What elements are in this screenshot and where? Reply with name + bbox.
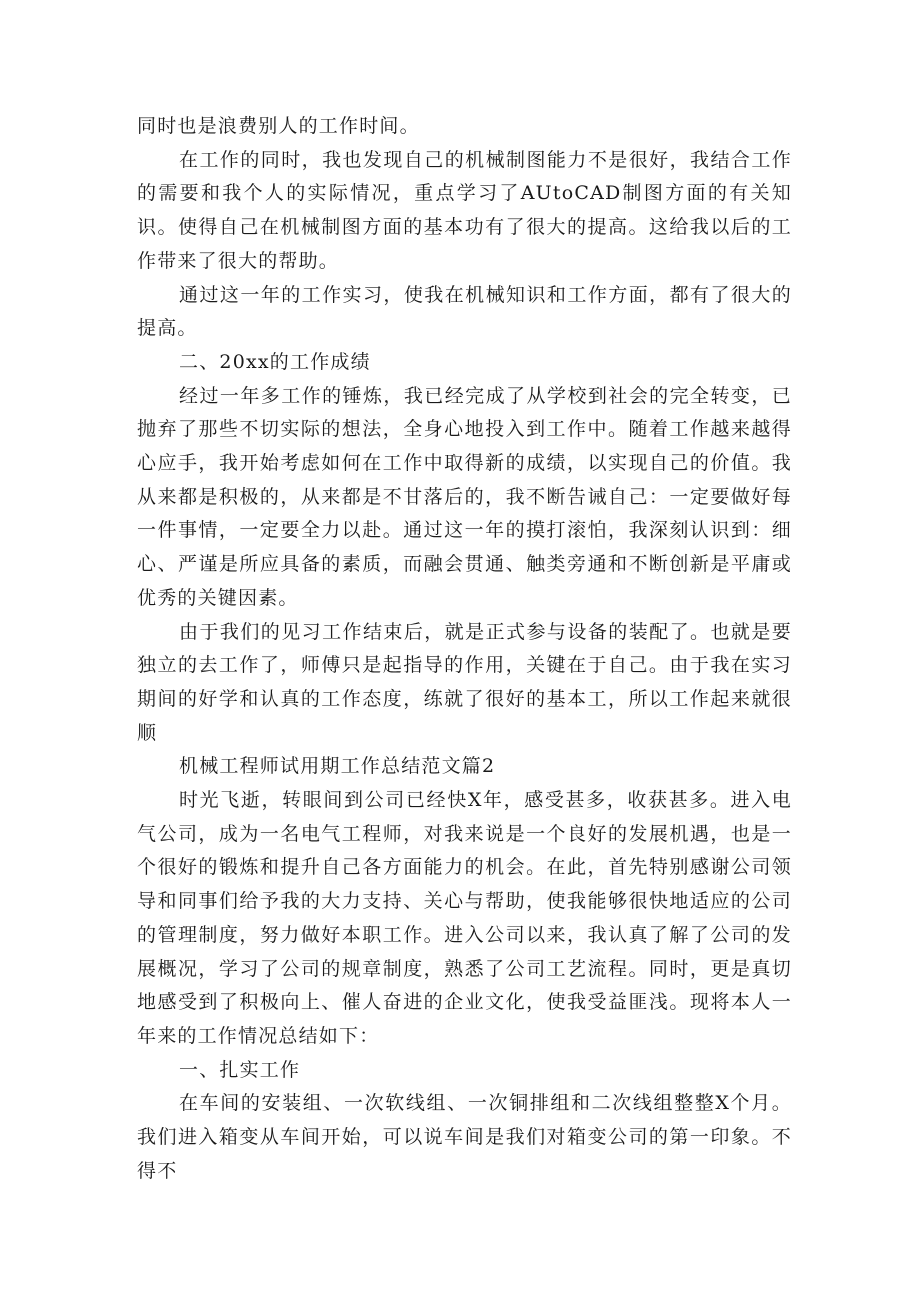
paragraph-autocad-study: 在工作的同时，我也发现自己的机械制图能力不是很好，我结合工作的需要和我个人的实际情况，重点学习了AUtoCAD制图方面的有关知识。使得自己在机械制图方面的基本功有了很大的提高。这给我以后的工作带来了很大的帮助。	[137, 148, 792, 272]
section-heading-solid-work: 一、扎实工作	[179, 1058, 301, 1081]
paragraph-transformation: 经过一年多工作的锤炼，我已经完成了从学校到社会的完全转变，已抛弃了那些不切实际的想法，全身心地投入到工作中。随着工作越来越得心应手，我开始考虑如何在工作中取得新的成绩，以实现自己的价值。我从来都是积极的，从来都是不甘落后的，我不断告诫自己：一定要做好每一件事情，一定要全力以赴。通过这一年的摸打滚怕，我深刻认识到：细心、严谨是所应具备的素质，而融会贯通、触类旁通和不断创新是平庸或优秀的关键因素。	[137, 384, 792, 609]
paragraph-introduction: 时光飞逝，转眼间到公司已经快X年，感受甚多，收获甚多。进入电气公司，成为一名电气工程师，对我来说是一个良好的发展机遇，也是一个很好的锻炼和提升自己各方面能力的机会。在此，首先特别感谢公司领导和同事们给予我的大力支持、关心与帮助，使我能够很快地适应的公司的管理制度，努力做好本职工作。进入公司以来，我认真了解了公司的发展概况，学习了公司的规章制度，熟悉了公司工艺流程。同时，更是真切地感受到了积极向上、催人奋进的企业文化，使我受益匪浅。现将本人一年来的工作情况总结如下：	[137, 789, 792, 1047]
paragraph-continuation: 同时也是浪费别人的工作时间。	[137, 115, 420, 137]
section-heading-achievements: 二、20xx的工作成绩	[179, 350, 371, 373]
paragraph-assembly-work: 由于我们的见习工作结束后，就是正式参与设备的装配了。也就是要独立的去工作了，师傅只是起指导的作用，关键在于自己。由于我在实习期间的好学和认真的工作态度，练就了很好的基本工，所以工作起来就很顺	[137, 620, 792, 744]
document-body	[137, 110, 792, 1189]
paragraph-workshop: 在车间的安装组、一次软线组、一次铜排组和二次线组整整X个月。我们进入箱变从车间开始，可以说车间是我们对箱变公司的第一印象。不得不	[137, 1092, 792, 1182]
article-title: 机械工程师试用期工作总结范文篇2	[179, 755, 496, 778]
paragraph-internship-summary: 通过这一年的工作实习，使我在机械知识和工作方面，都有了很大的提高。	[137, 283, 792, 340]
